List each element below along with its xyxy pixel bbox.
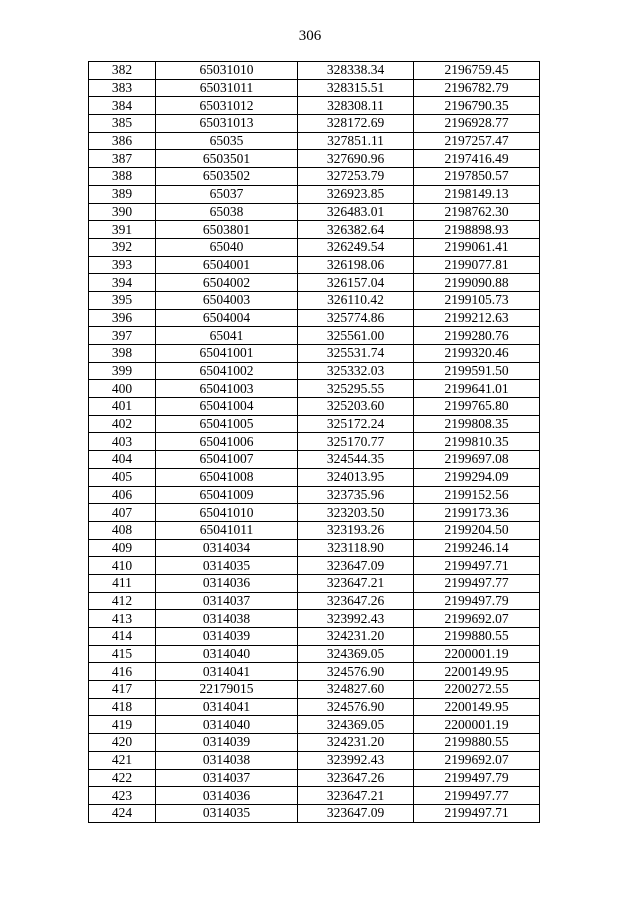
y-coordinate-cell: 2200272.55 <box>414 681 540 699</box>
row-number-cell: 411 <box>89 574 156 592</box>
row-number-cell: 407 <box>89 504 156 522</box>
table-row <box>89 150 540 168</box>
x-coordinate-cell: 326198.06 <box>298 256 414 274</box>
x-coordinate-cell: 326483.01 <box>298 203 414 221</box>
row-number-cell: 395 <box>89 291 156 309</box>
point-code-cell: 0314036 <box>156 787 298 805</box>
x-coordinate-cell: 323992.43 <box>298 751 414 769</box>
y-coordinate-cell: 2200001.19 <box>414 645 540 663</box>
point-code-cell: 65031013 <box>156 115 298 133</box>
row-number-cell: 418 <box>89 698 156 716</box>
table-row <box>89 415 540 433</box>
y-coordinate-cell: 2197257.47 <box>414 132 540 150</box>
y-coordinate-cell: 2199808.35 <box>414 415 540 433</box>
point-code-cell: 65040 <box>156 238 298 256</box>
table-row <box>89 769 540 787</box>
row-number-cell: 404 <box>89 451 156 469</box>
row-number-cell: 414 <box>89 628 156 646</box>
y-coordinate-cell: 2196790.35 <box>414 97 540 115</box>
x-coordinate-cell: 323203.50 <box>298 504 414 522</box>
row-number-cell: 389 <box>89 185 156 203</box>
table-row <box>89 663 540 681</box>
y-coordinate-cell: 2199204.50 <box>414 521 540 539</box>
y-coordinate-cell: 2199294.09 <box>414 468 540 486</box>
point-code-cell: 6504004 <box>156 309 298 327</box>
row-number-cell: 422 <box>89 769 156 787</box>
table-row <box>89 291 540 309</box>
row-number-cell: 403 <box>89 433 156 451</box>
x-coordinate-cell: 323118.90 <box>298 539 414 557</box>
y-coordinate-cell: 2199105.73 <box>414 291 540 309</box>
x-coordinate-cell: 323647.26 <box>298 592 414 610</box>
row-number-cell: 387 <box>89 150 156 168</box>
table-row <box>89 804 540 822</box>
y-coordinate-cell: 2199591.50 <box>414 362 540 380</box>
table-row <box>89 451 540 469</box>
table-row <box>89 734 540 752</box>
x-coordinate-cell: 324231.20 <box>298 628 414 646</box>
x-coordinate-cell: 323193.26 <box>298 521 414 539</box>
x-coordinate-cell: 328315.51 <box>298 79 414 97</box>
point-code-cell: 0314041 <box>156 698 298 716</box>
table-row <box>89 345 540 363</box>
x-coordinate-cell: 323647.09 <box>298 804 414 822</box>
row-number-cell: 412 <box>89 592 156 610</box>
row-number-cell: 393 <box>89 256 156 274</box>
row-number-cell: 382 <box>89 62 156 80</box>
y-coordinate-cell: 2199497.71 <box>414 557 540 575</box>
table-row <box>89 504 540 522</box>
table-row <box>89 132 540 150</box>
y-coordinate-cell: 2199697.08 <box>414 451 540 469</box>
y-coordinate-cell: 2196782.79 <box>414 79 540 97</box>
x-coordinate-cell: 324827.60 <box>298 681 414 699</box>
point-code-cell: 65041004 <box>156 398 298 416</box>
point-code-cell: 0314039 <box>156 628 298 646</box>
y-coordinate-cell: 2198762.30 <box>414 203 540 221</box>
table-row <box>89 521 540 539</box>
x-coordinate-cell: 325531.74 <box>298 345 414 363</box>
row-number-cell: 413 <box>89 610 156 628</box>
table-row <box>89 327 540 345</box>
point-code-cell: 65037 <box>156 185 298 203</box>
point-code-cell: 65041 <box>156 327 298 345</box>
y-coordinate-cell: 2200001.19 <box>414 716 540 734</box>
table-row <box>89 398 540 416</box>
row-number-cell: 406 <box>89 486 156 504</box>
y-coordinate-cell: 2200149.95 <box>414 698 540 716</box>
row-number-cell: 390 <box>89 203 156 221</box>
row-number-cell: 394 <box>89 274 156 292</box>
y-coordinate-cell: 2199090.88 <box>414 274 540 292</box>
x-coordinate-cell: 325172.24 <box>298 415 414 433</box>
row-number-cell: 420 <box>89 734 156 752</box>
point-code-cell: 6504003 <box>156 291 298 309</box>
y-coordinate-cell: 2199077.81 <box>414 256 540 274</box>
point-code-cell: 65041011 <box>156 521 298 539</box>
y-coordinate-cell: 2199880.55 <box>414 734 540 752</box>
row-number-cell: 396 <box>89 309 156 327</box>
x-coordinate-cell: 324369.05 <box>298 716 414 734</box>
point-code-cell: 0314035 <box>156 804 298 822</box>
page-number: 306 <box>298 28 322 44</box>
x-coordinate-cell: 324576.90 <box>298 663 414 681</box>
y-coordinate-cell: 2199692.07 <box>414 751 540 769</box>
x-coordinate-cell: 324369.05 <box>298 645 414 663</box>
table-row <box>89 681 540 699</box>
y-coordinate-cell: 2199152.56 <box>414 486 540 504</box>
y-coordinate-cell: 2199280.76 <box>414 327 540 345</box>
row-number-cell: 383 <box>89 79 156 97</box>
y-coordinate-cell: 2199061.41 <box>414 238 540 256</box>
point-code-cell: 65031010 <box>156 62 298 80</box>
x-coordinate-cell: 323647.26 <box>298 769 414 787</box>
point-code-cell: 65041006 <box>156 433 298 451</box>
row-number-cell: 415 <box>89 645 156 663</box>
x-coordinate-cell: 326110.42 <box>298 291 414 309</box>
row-number-cell: 401 <box>89 398 156 416</box>
y-coordinate-cell: 2199497.79 <box>414 592 540 610</box>
row-number-cell: 391 <box>89 221 156 239</box>
table-row <box>89 274 540 292</box>
row-number-cell: 419 <box>89 716 156 734</box>
y-coordinate-cell: 2199246.14 <box>414 539 540 557</box>
point-code-cell: 0314040 <box>156 645 298 663</box>
row-number-cell: 385 <box>89 115 156 133</box>
point-code-cell: 0314037 <box>156 769 298 787</box>
table-row <box>89 221 540 239</box>
y-coordinate-cell: 2196928.77 <box>414 115 540 133</box>
point-code-cell: 0314035 <box>156 557 298 575</box>
y-coordinate-cell: 2199765.80 <box>414 398 540 416</box>
table-row <box>89 185 540 203</box>
x-coordinate-cell: 325774.86 <box>298 309 414 327</box>
y-coordinate-cell: 2199212.63 <box>414 309 540 327</box>
point-code-cell: 65041007 <box>156 451 298 469</box>
x-coordinate-cell: 325332.03 <box>298 362 414 380</box>
point-code-cell: 65041008 <box>156 468 298 486</box>
point-code-cell: 0314036 <box>156 574 298 592</box>
row-number-cell: 400 <box>89 380 156 398</box>
point-code-cell: 0314038 <box>156 610 298 628</box>
row-number-cell: 417 <box>89 681 156 699</box>
table-row <box>89 115 540 133</box>
y-coordinate-cell: 2199880.55 <box>414 628 540 646</box>
x-coordinate-cell: 324231.20 <box>298 734 414 752</box>
table-row <box>89 787 540 805</box>
table-row <box>89 238 540 256</box>
y-coordinate-cell: 2199497.77 <box>414 787 540 805</box>
table-row <box>89 557 540 575</box>
y-coordinate-cell: 2197850.57 <box>414 168 540 186</box>
table-row <box>89 309 540 327</box>
point-code-cell: 65038 <box>156 203 298 221</box>
point-code-cell: 65041005 <box>156 415 298 433</box>
row-number-cell: 409 <box>89 539 156 557</box>
y-coordinate-cell: 2198149.13 <box>414 185 540 203</box>
point-code-cell: 65041009 <box>156 486 298 504</box>
point-code-cell: 6503801 <box>156 221 298 239</box>
x-coordinate-cell: 324544.35 <box>298 451 414 469</box>
point-code-cell: 6503501 <box>156 150 298 168</box>
x-coordinate-cell: 328172.69 <box>298 115 414 133</box>
row-number-cell: 405 <box>89 468 156 486</box>
row-number-cell: 424 <box>89 804 156 822</box>
row-number-cell: 402 <box>89 415 156 433</box>
y-coordinate-cell: 2199173.36 <box>414 504 540 522</box>
table-row <box>89 574 540 592</box>
table-row <box>89 539 540 557</box>
table-row <box>89 628 540 646</box>
point-code-cell: 0314034 <box>156 539 298 557</box>
x-coordinate-cell: 325170.77 <box>298 433 414 451</box>
table-row <box>89 203 540 221</box>
row-number-cell: 423 <box>89 787 156 805</box>
x-coordinate-cell: 323647.21 <box>298 574 414 592</box>
x-coordinate-cell: 327851.11 <box>298 132 414 150</box>
y-coordinate-cell: 2199692.07 <box>414 610 540 628</box>
x-coordinate-cell: 325561.00 <box>298 327 414 345</box>
x-coordinate-cell: 325295.55 <box>298 380 414 398</box>
x-coordinate-cell: 327690.96 <box>298 150 414 168</box>
row-number-cell: 388 <box>89 168 156 186</box>
table-body <box>89 62 540 823</box>
x-coordinate-cell: 324576.90 <box>298 698 414 716</box>
point-code-cell: 65031011 <box>156 79 298 97</box>
point-code-cell: 0314039 <box>156 734 298 752</box>
x-coordinate-cell: 326382.64 <box>298 221 414 239</box>
table-row <box>89 256 540 274</box>
point-code-cell: 0314037 <box>156 592 298 610</box>
y-coordinate-cell: 2198898.93 <box>414 221 540 239</box>
point-code-cell: 0314040 <box>156 716 298 734</box>
x-coordinate-cell: 327253.79 <box>298 168 414 186</box>
row-number-cell: 399 <box>89 362 156 380</box>
y-coordinate-cell: 2200149.95 <box>414 663 540 681</box>
row-number-cell: 386 <box>89 132 156 150</box>
coordinates-table <box>88 61 540 823</box>
y-coordinate-cell: 2199497.79 <box>414 769 540 787</box>
row-number-cell: 384 <box>89 97 156 115</box>
x-coordinate-cell: 323647.21 <box>298 787 414 805</box>
table-row <box>89 468 540 486</box>
x-coordinate-cell: 328308.11 <box>298 97 414 115</box>
table-row <box>89 486 540 504</box>
x-coordinate-cell: 326157.04 <box>298 274 414 292</box>
point-code-cell: 65041003 <box>156 380 298 398</box>
y-coordinate-cell: 2196759.45 <box>414 62 540 80</box>
table-row <box>89 168 540 186</box>
point-code-cell: 22179015 <box>156 681 298 699</box>
table-row <box>89 716 540 734</box>
point-code-cell: 0314038 <box>156 751 298 769</box>
point-code-cell: 65035 <box>156 132 298 150</box>
x-coordinate-cell: 323992.43 <box>298 610 414 628</box>
table-row <box>89 592 540 610</box>
point-code-cell: 6503502 <box>156 168 298 186</box>
table-row <box>89 645 540 663</box>
point-code-cell: 65041010 <box>156 504 298 522</box>
row-number-cell: 408 <box>89 521 156 539</box>
y-coordinate-cell: 2199810.35 <box>414 433 540 451</box>
row-number-cell: 398 <box>89 345 156 363</box>
point-code-cell: 65041002 <box>156 362 298 380</box>
point-code-cell: 65041001 <box>156 345 298 363</box>
y-coordinate-cell: 2199320.46 <box>414 345 540 363</box>
table-row <box>89 433 540 451</box>
x-coordinate-cell: 324013.95 <box>298 468 414 486</box>
row-number-cell: 416 <box>89 663 156 681</box>
y-coordinate-cell: 2199497.71 <box>414 804 540 822</box>
x-coordinate-cell: 325203.60 <box>298 398 414 416</box>
x-coordinate-cell: 326923.85 <box>298 185 414 203</box>
point-code-cell: 6504001 <box>156 256 298 274</box>
table-row <box>89 62 540 80</box>
point-code-cell: 0314041 <box>156 663 298 681</box>
x-coordinate-cell: 326249.54 <box>298 238 414 256</box>
table-row <box>89 751 540 769</box>
x-coordinate-cell: 323647.09 <box>298 557 414 575</box>
row-number-cell: 410 <box>89 557 156 575</box>
point-code-cell: 6504002 <box>156 274 298 292</box>
table-row <box>89 380 540 398</box>
table-row <box>89 79 540 97</box>
point-code-cell: 65031012 <box>156 97 298 115</box>
y-coordinate-cell: 2199641.01 <box>414 380 540 398</box>
x-coordinate-cell: 323735.96 <box>298 486 414 504</box>
table-row <box>89 610 540 628</box>
table-row <box>89 698 540 716</box>
y-coordinate-cell: 2199497.77 <box>414 574 540 592</box>
row-number-cell: 397 <box>89 327 156 345</box>
row-number-cell: 421 <box>89 751 156 769</box>
y-coordinate-cell: 2197416.49 <box>414 150 540 168</box>
row-number-cell: 392 <box>89 238 156 256</box>
table-row <box>89 97 540 115</box>
table-row <box>89 362 540 380</box>
x-coordinate-cell: 328338.34 <box>298 62 414 80</box>
